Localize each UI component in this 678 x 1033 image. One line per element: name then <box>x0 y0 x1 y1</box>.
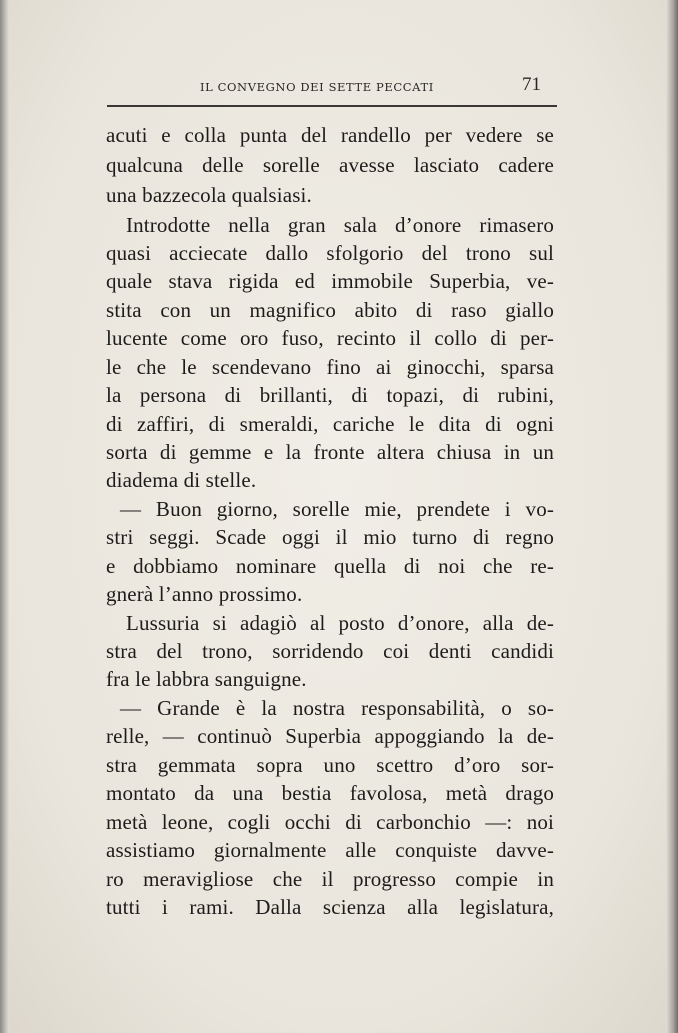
text-line: gnerà l’anno prossimo. <box>106 582 303 606</box>
text-line: tutti i rami. Dalla scienza alla legislatura, <box>106 895 554 919</box>
text-line: stita con un magnifico abito di raso giallo <box>106 298 554 322</box>
text-line: assistiamo giornalmente alle conquiste davve- <box>106 838 554 862</box>
text-line: metà leone, cogli occhi di carbonchio —: noi <box>106 810 554 834</box>
text-line: ro meravigliose che il progresso compie in <box>106 867 554 891</box>
text-line: le che le scendevano fino ai ginocchi, sparsa <box>106 355 554 379</box>
text-line: fra le labbra sanguigne. <box>106 667 307 691</box>
text-line: quale stava rigida ed immobile Superbia, ve- <box>106 269 554 293</box>
page-right-edge <box>666 0 678 1033</box>
text-line: una bazzecola qualsiasi. <box>106 183 312 207</box>
text-line: qualcuna delle sorelle avesse lasciato cadere <box>106 153 554 177</box>
text-line: — Grande è la nostra responsabilità, o so- <box>120 696 554 720</box>
text-line: quasi acciecate dallo sfolgorio del trono sul <box>106 241 554 265</box>
text-line: stra del trono, sorridendo coi denti candidi <box>106 639 554 663</box>
text-line: lucente come oro fuso, recinto il collo di per- <box>106 326 554 350</box>
text-line: la persona di brillanti, di topazi, di rubini, <box>106 383 554 407</box>
text-line: — Buon giorno, sorelle mie, prendete i vo- <box>120 497 554 521</box>
text-line: montato da una bestia favolosa, metà drago <box>106 781 554 805</box>
page-number: 71 <box>522 74 541 95</box>
header-rule <box>107 105 557 107</box>
text-line: di zaffiri, di smeraldi, cariche le dita di ogni <box>106 412 554 436</box>
text-line: sorta di gemme e la fronte altera chiusa in un <box>106 440 554 464</box>
text-line: Lussuria si adagiò al posto d’onore, alla de- <box>126 611 554 635</box>
text-line: e dobbiamo nominare quella di noi che re- <box>106 554 554 578</box>
text-line: relle, — continuò Superbia appoggiando la de- <box>106 724 554 748</box>
text-line: stra gemmata sopra uno scettro d’oro sor- <box>106 753 554 777</box>
text-line: stri seggi. Scade oggi il mio turno di regno <box>106 525 554 549</box>
running-head: IL CONVEGNO DEI SETTE PECCATI <box>200 80 434 94</box>
text-line: diadema di stelle. <box>106 468 257 492</box>
text-line: acuti e colla punta del randello per vedere se <box>106 123 554 147</box>
page-left-edge <box>0 0 9 1033</box>
text-line: Introdotte nella gran sala d’onore rimasero <box>126 213 554 237</box>
